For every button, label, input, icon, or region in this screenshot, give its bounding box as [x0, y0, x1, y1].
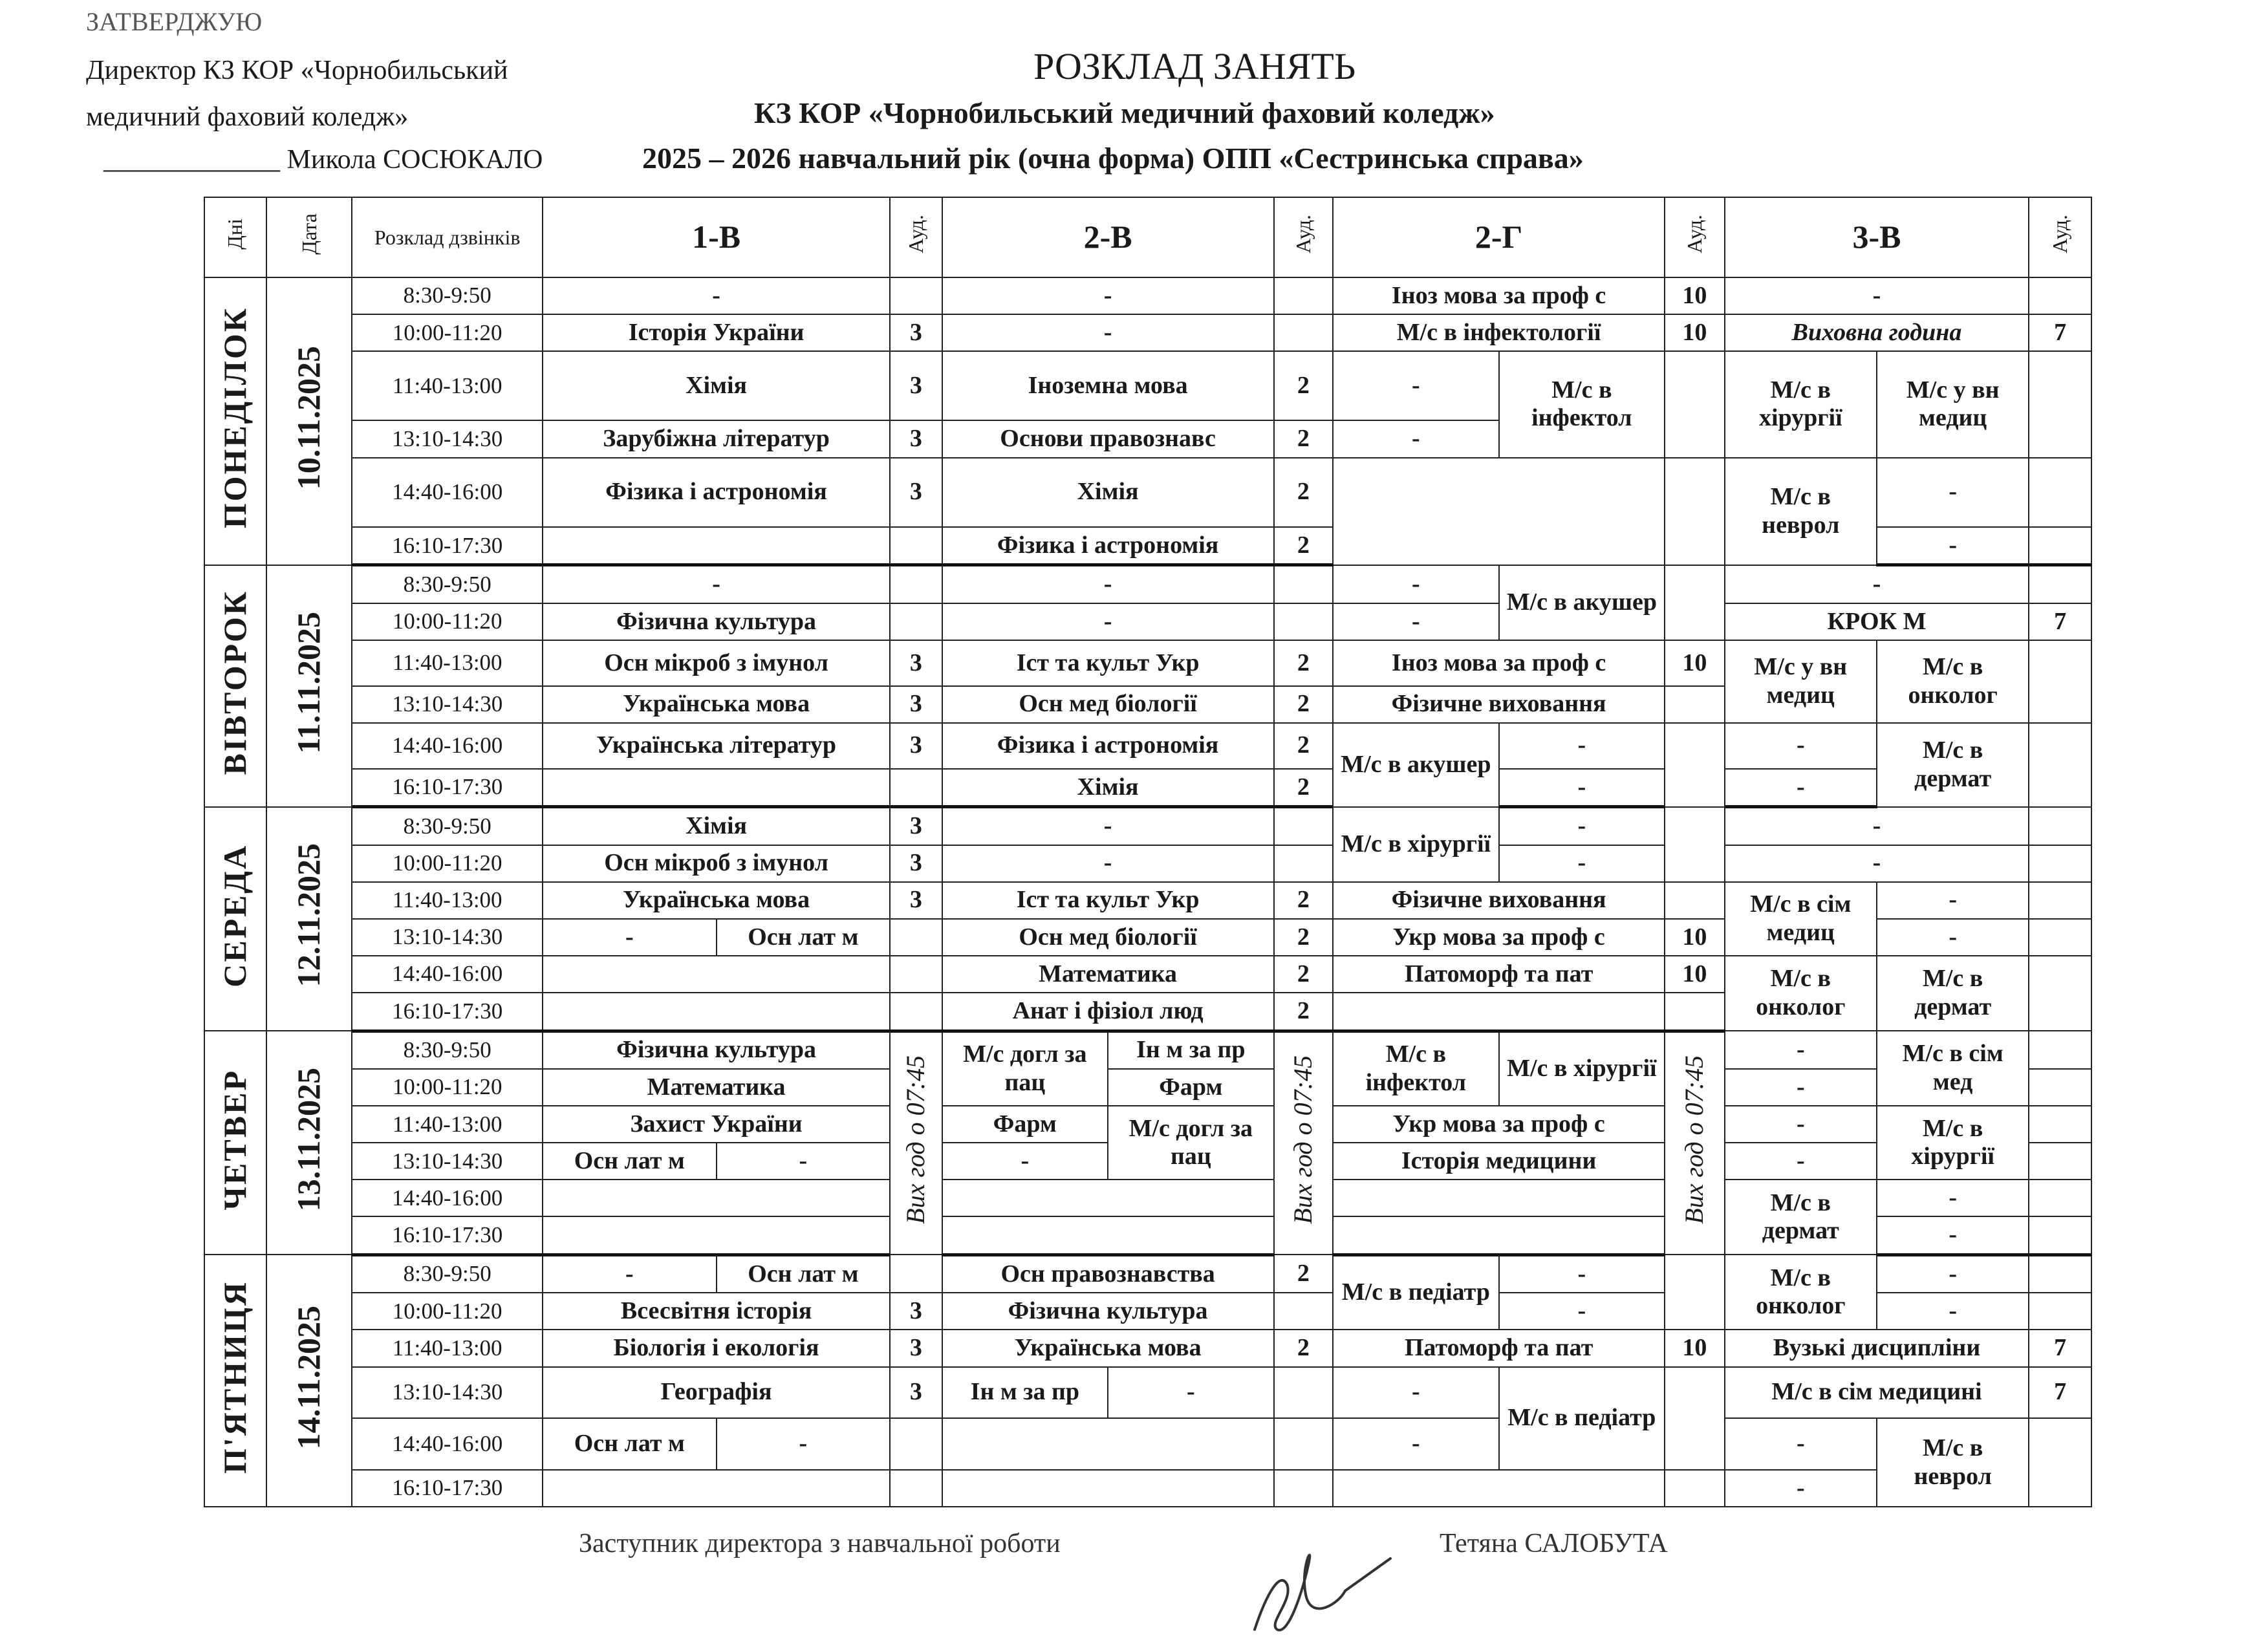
signature-mark	[1229, 1533, 1423, 1643]
time-slot: 16:10-17:30	[352, 769, 543, 807]
lesson-subgroup: -	[1877, 919, 2029, 956]
aud-cell	[1274, 1418, 1334, 1470]
lesson-subgroup: -	[1725, 1470, 1877, 1507]
lesson-cell: Вузькі дисципліни	[1725, 1330, 2029, 1366]
aud-cell: 3	[890, 845, 942, 882]
aud-cell	[1665, 1367, 1725, 1470]
lesson-subgroup: Ін м за пр	[1108, 1031, 1273, 1069]
lesson-subgroup: Осн лат м	[543, 1418, 717, 1470]
lesson-cell: Українська мова	[543, 882, 890, 919]
lesson-subgroup: -	[1333, 351, 1498, 420]
aud-cell	[1665, 351, 1725, 457]
header-aud-2g: Ауд.	[1665, 197, 1725, 277]
aud-cell: 2	[1274, 527, 1334, 565]
time-slot: 8:30-9:50	[352, 807, 543, 845]
aud-cell: 2	[1274, 458, 1334, 527]
header-bells: Розклад дзвінків	[352, 197, 543, 277]
lesson-subgroup: -	[1877, 882, 2029, 919]
time-slot: 16:10-17:30	[352, 993, 543, 1031]
aud-cell	[1274, 1367, 1334, 1419]
day-thursday: ЧЕТВЕР	[204, 1031, 266, 1255]
aud-cell	[890, 993, 942, 1031]
aud-cell: 2	[1274, 882, 1334, 919]
aud-cell	[1665, 807, 1725, 882]
lesson-cell	[942, 1470, 1274, 1507]
time-slot: 8:30-9:50	[352, 1255, 543, 1293]
lesson-cell: Осн мікроб з імунол	[543, 845, 890, 882]
time-slot: 14:40-16:00	[352, 458, 543, 527]
lesson-subgroup: М/с догл за пац	[942, 1031, 1108, 1106]
lesson-subgroup: М/с в дермат	[1877, 956, 2029, 1031]
time-slot: 16:10-17:30	[352, 1216, 543, 1255]
lesson-cell	[1333, 1180, 1665, 1216]
lesson-subgroup: -	[717, 1143, 891, 1180]
lesson-subgroup: -	[1725, 769, 1877, 807]
aud-cell: 2	[1274, 993, 1334, 1031]
lesson-subgroup: Осн лат м	[717, 919, 891, 956]
lesson-subgroup: М/с в неврол	[1725, 458, 1877, 565]
lesson-cell	[543, 527, 890, 565]
lesson-cell	[543, 769, 890, 807]
aud-cell	[890, 956, 942, 993]
aud-cell	[890, 527, 942, 565]
aud-cell	[1274, 277, 1334, 314]
lesson-cell: Історія медицини	[1333, 1143, 1665, 1180]
aud-cell: 3	[890, 1293, 942, 1330]
aud-cell	[2029, 723, 2091, 807]
lesson-cell: Зарубіжна літератур	[543, 420, 890, 457]
lesson-cell: Виховна година	[1725, 314, 2029, 351]
lesson-subgroup: М/с у вн медиц	[1877, 351, 2029, 457]
aud-cell	[1274, 1470, 1334, 1507]
aud-cell	[2029, 1216, 2091, 1255]
aud-cell	[1665, 882, 1725, 919]
aud-cell	[890, 565, 942, 603]
aud-cell	[2029, 565, 2091, 603]
lesson-subgroup: -	[1499, 807, 1665, 845]
lesson-cell: Осн мікроб з імунол	[543, 640, 890, 686]
director-signature-line: _____________ Микола СОСЮКАЛО	[103, 145, 543, 175]
time-slot: 11:40-13:00	[352, 1330, 543, 1366]
lesson-cell: Фізика і астрономія	[942, 723, 1274, 769]
aud-cell	[1665, 565, 1725, 640]
aud-cell: 10	[1665, 277, 1725, 314]
lesson-subgroup: М/с догл за пац	[1108, 1106, 1273, 1180]
time-slot: 14:40-16:00	[352, 1418, 543, 1470]
approval-line-2: медичний фаховий коледж»	[86, 102, 409, 132]
aud-cell: 3	[890, 314, 942, 351]
aud-cell	[1274, 565, 1334, 603]
lesson-subgroup: -	[1877, 1180, 2029, 1216]
lesson-cell	[543, 1470, 890, 1507]
lesson-cell: Фізика і астрономія	[543, 458, 890, 527]
aud-cell	[1665, 993, 1725, 1031]
aud-cell: 2	[1274, 686, 1334, 723]
lesson-subgroup: Фарм	[1108, 1069, 1273, 1106]
aud-cell: 10	[1665, 956, 1725, 993]
aud-cell: 7	[2029, 314, 2091, 351]
lesson-cell: Іст та культ Укр	[942, 882, 1274, 919]
lesson-subgroup: -	[942, 1143, 1108, 1180]
header-date: Дата	[266, 197, 352, 277]
header-aud-3v: Ауд.	[2029, 197, 2091, 277]
aud-cell	[1274, 845, 1334, 882]
lesson-cell	[1333, 993, 1665, 1031]
lesson-subgroup: -	[543, 1255, 717, 1293]
lesson-cell: М/с в інфектології	[1333, 314, 1665, 351]
aud-cell: 2	[1274, 1330, 1334, 1366]
lesson-cell: -	[942, 807, 1274, 845]
aud-cell	[1665, 723, 1725, 807]
group-2v-header: 2-В	[942, 197, 1274, 277]
time-slot: 13:10-14:30	[352, 1143, 543, 1180]
aud-cell	[890, 277, 942, 314]
lesson-subgroup: -	[543, 919, 717, 956]
aud-cell: 7	[2029, 603, 2091, 640]
time-slot: 13:10-14:30	[352, 1367, 543, 1419]
lesson-cell: Патоморф та пат	[1333, 956, 1665, 993]
time-slot: 10:00-11:20	[352, 314, 543, 351]
header-aud-2v: Ауд.	[1274, 197, 1334, 277]
lesson-cell: -	[942, 277, 1274, 314]
lesson-cell	[1333, 458, 1665, 565]
aud-cell	[1274, 1293, 1334, 1330]
header-days: Дні	[204, 197, 266, 277]
aud-cell	[2029, 1143, 2091, 1180]
aud-cell	[890, 919, 942, 956]
page-title: РОЗКЛАД ЗАНЯТЬ	[1033, 45, 1356, 87]
lesson-cell	[543, 993, 890, 1031]
aud-cell	[1665, 1470, 1725, 1507]
lesson-cell: Українська літератур	[543, 723, 890, 769]
aud-cell	[890, 1470, 942, 1507]
aud-cell: 3	[890, 640, 942, 686]
aud-cell: 10	[1665, 314, 1725, 351]
lesson-cell: Іноземна мова	[942, 351, 1274, 420]
lesson-cell	[543, 956, 890, 993]
lesson-subgroup: М/с в онколог	[1877, 640, 2029, 723]
time-slot: 10:00-11:20	[352, 1293, 543, 1330]
date-thursday: 13.11.2025	[266, 1031, 352, 1255]
lesson-subgroup: М/с в хірургії	[1725, 351, 1877, 457]
lesson-subgroup: М/с в дермат	[1877, 723, 2029, 807]
time-slot: 8:30-9:50	[352, 1031, 543, 1069]
time-slot: 13:10-14:30	[352, 686, 543, 723]
lesson-cell: Історія України	[543, 314, 890, 351]
lesson-subgroup: -	[1725, 1031, 1877, 1069]
lesson-subgroup: -	[1725, 1106, 1877, 1143]
aud-cell	[2029, 1031, 2091, 1069]
lesson-subgroup: М/с в педіатр	[1499, 1367, 1665, 1470]
lesson-cell: -	[543, 565, 890, 603]
lesson-cell: Осн мед біології	[942, 919, 1274, 956]
academic-year-subtitle: 2025 – 2026 навчальний рік (очна форма) ОПП «Сестринська справа»	[642, 142, 1584, 175]
lesson-subgroup: М/с в акушер	[1499, 565, 1665, 640]
aud-cell: 3	[890, 723, 942, 769]
approval-line-1: Директор КЗ КОР «Чорнобильський	[86, 56, 508, 85]
aud-cell: 3	[890, 807, 942, 845]
aud-cell	[1665, 1255, 1725, 1330]
lesson-subgroup: М/с в інфектол	[1499, 351, 1665, 457]
time-slot: 10:00-11:20	[352, 1069, 543, 1106]
lesson-cell: КРОК М	[1725, 603, 2029, 640]
lesson-cell: Фізична культура	[942, 1293, 1274, 1330]
aud-cell: 2	[1274, 956, 1334, 993]
lesson-subgroup: -	[1877, 1216, 2029, 1255]
lesson-subgroup: -	[1877, 1293, 2029, 1330]
lesson-cell: Іст та культ Укр	[942, 640, 1274, 686]
lesson-subgroup: -	[717, 1418, 891, 1470]
time-slot: 16:10-17:30	[352, 527, 543, 565]
aud-cell	[890, 1255, 942, 1293]
lesson-subgroup: -	[1499, 845, 1665, 882]
aud-cell	[1274, 807, 1334, 845]
lesson-cell: Основи правознавс	[942, 420, 1274, 457]
aud-cell	[2029, 956, 2091, 1031]
deputy-name: Тетяна САЛОБУТА	[1440, 1529, 1668, 1558]
lesson-subgroup: М/с в хірургії	[1499, 1031, 1665, 1106]
lesson-subgroup: -	[1499, 1293, 1665, 1330]
aud-cell	[2029, 1418, 2091, 1507]
lesson-subgroup: М/с в дермат	[1725, 1180, 1877, 1255]
aud-cell: 2	[1274, 769, 1334, 807]
aud-cell	[2029, 807, 2091, 845]
lesson-subgroup: -	[1725, 1418, 1877, 1470]
lesson-subgroup: -	[1725, 1069, 1877, 1106]
lesson-cell: -	[942, 565, 1274, 603]
aud-cell: 2	[1274, 351, 1334, 420]
aud-cell: 3	[890, 1367, 942, 1419]
lesson-cell: Хімія	[543, 351, 890, 420]
time-slot: 14:40-16:00	[352, 723, 543, 769]
lesson-subgroup: -	[1333, 565, 1498, 603]
aud-cell: 3	[890, 1330, 942, 1366]
lesson-subgroup: М/с в сім медиц	[1725, 882, 1877, 956]
group-1v-header: 1-В	[543, 197, 890, 277]
aud-cell: 2	[1274, 420, 1334, 457]
aud-cell	[2029, 1255, 2091, 1293]
thursday-note-1v: Вих год о 07:45	[890, 1031, 942, 1255]
time-slot: 11:40-13:00	[352, 882, 543, 919]
aud-cell	[2029, 1293, 2091, 1330]
time-slot: 8:30-9:50	[352, 277, 543, 314]
thursday-note-2g: Вих год о 07:45	[1665, 1031, 1725, 1255]
aud-cell	[2029, 845, 2091, 882]
lesson-cell: Фізична культура	[543, 603, 890, 640]
day-tuesday: ВІВТОРОК	[204, 565, 266, 807]
aud-cell: 3	[890, 420, 942, 457]
lesson-subgroup: Ін м за пр	[942, 1367, 1108, 1419]
lesson-cell: Укр мова за проф с	[1333, 919, 1665, 956]
time-slot: 13:10-14:30	[352, 919, 543, 956]
lesson-subgroup: М/с в інфектол	[1333, 1031, 1498, 1106]
lesson-cell: М/с в сім медицині	[1725, 1367, 2029, 1419]
aud-cell	[1665, 686, 1725, 723]
deputy-label: Заступник директора з навчальної роботи	[579, 1529, 1061, 1558]
approval-title: ЗАТВЕРДЖУЮ	[86, 7, 263, 36]
time-slot: 11:40-13:00	[352, 640, 543, 686]
lesson-subgroup: Осн лат м	[717, 1255, 891, 1293]
schedule-table	[204, 197, 2092, 1507]
aud-cell	[2029, 919, 2091, 956]
lesson-subgroup: М/с в онколог	[1725, 1255, 1877, 1330]
lesson-cell	[942, 1216, 1274, 1255]
time-slot: 8:30-9:50	[352, 565, 543, 603]
aud-cell: 3	[890, 351, 942, 420]
lesson-subgroup: М/с в сім мед	[1877, 1031, 2029, 1106]
lesson-cell	[1333, 1216, 1665, 1255]
aud-cell: 2	[1274, 1255, 1334, 1293]
lesson-cell: -	[942, 603, 1274, 640]
group-2g-header: 2-Г	[1333, 197, 1665, 277]
time-slot: 11:40-13:00	[352, 351, 543, 420]
header-aud-1v: Ауд.	[890, 197, 942, 277]
lesson-subgroup: М/с у вн медиц	[1725, 640, 1877, 723]
lesson-cell: Хімія	[942, 769, 1274, 807]
aud-cell: 3	[890, 686, 942, 723]
lesson-cell: Осн мед біології	[942, 686, 1274, 723]
lesson-subgroup: Осн лат м	[543, 1143, 717, 1180]
day-monday: ПОНЕДІЛОК	[204, 277, 266, 565]
lesson-subgroup: М/с в неврол	[1877, 1418, 2029, 1507]
lesson-subgroup: М/с в хірургії	[1333, 807, 1498, 882]
aud-cell: 3	[890, 882, 942, 919]
aud-cell	[890, 769, 942, 807]
aud-cell: 10	[1665, 919, 1725, 956]
lesson-cell: -	[942, 314, 1274, 351]
time-slot: 16:10-17:30	[352, 1470, 543, 1507]
lesson-cell: Хімія	[942, 458, 1274, 527]
lesson-subgroup: -	[1877, 527, 2029, 565]
lesson-subgroup: М/с в педіатр	[1333, 1255, 1498, 1330]
aud-cell	[890, 603, 942, 640]
aud-cell	[2029, 640, 2091, 723]
group-3v-header: 3-В	[1725, 197, 2029, 277]
lesson-subgroup: -	[1725, 723, 1877, 769]
lesson-cell: Всесвітня історія	[543, 1293, 890, 1330]
aud-cell	[2029, 1069, 2091, 1106]
lesson-cell: Фізичне виховання	[1333, 686, 1665, 723]
aud-cell: 10	[1665, 1330, 1725, 1366]
thursday-note-2v: Вих год о 07:45	[1274, 1031, 1334, 1255]
aud-cell	[2029, 882, 2091, 919]
lesson-cell: Анат і фізіол люд	[942, 993, 1274, 1031]
lesson-cell	[942, 1180, 1274, 1216]
aud-cell	[2029, 1180, 2091, 1216]
lesson-subgroup: М/с в акушер	[1333, 723, 1498, 807]
lesson-subgroup: М/с в хірургії	[1877, 1106, 2029, 1180]
lesson-cell: Фізика і астрономія	[942, 527, 1274, 565]
lesson-subgroup: -	[1725, 1143, 1877, 1180]
lesson-subgroup: -	[1333, 420, 1498, 457]
lesson-subgroup: -	[1877, 1255, 2029, 1293]
aud-cell: 2	[1274, 723, 1334, 769]
lesson-subgroup: М/с в онколог	[1725, 956, 1877, 1031]
lesson-cell	[942, 1418, 1274, 1470]
lesson-subgroup: -	[1499, 1255, 1665, 1293]
lesson-cell: Іноз мова за проф с	[1333, 277, 1665, 314]
lesson-subgroup: Фарм	[942, 1106, 1108, 1143]
lesson-subgroup: -	[1877, 458, 2029, 527]
lesson-cell: Укр мова за проф с	[1333, 1106, 1665, 1143]
lesson-subgroup: -	[1333, 1418, 1498, 1470]
aud-cell	[2029, 351, 2091, 457]
lesson-cell: Патоморф та пат	[1333, 1330, 1665, 1366]
lesson-cell: Біологія і екологія	[543, 1330, 890, 1366]
aud-cell: 10	[1665, 640, 1725, 686]
aud-cell	[2029, 1106, 2091, 1143]
lesson-subgroup: -	[1108, 1367, 1273, 1419]
aud-cell: 2	[1274, 919, 1334, 956]
aud-cell: 7	[2029, 1330, 2091, 1366]
lesson-subgroup: -	[1499, 723, 1665, 769]
lesson-cell: Математика	[942, 956, 1274, 993]
date-tuesday: 11.11.2025	[266, 565, 352, 807]
lesson-cell: Захист України	[543, 1106, 890, 1143]
aud-cell: 7	[2029, 1367, 2091, 1419]
lesson-cell: Осн правознавства	[942, 1255, 1274, 1293]
time-slot: 14:40-16:00	[352, 956, 543, 993]
lesson-cell	[543, 1216, 890, 1255]
time-slot: 14:40-16:00	[352, 1180, 543, 1216]
time-slot: 13:10-14:30	[352, 420, 543, 457]
lesson-cell: -	[1725, 807, 2029, 845]
lesson-cell: -	[942, 845, 1274, 882]
date-wednesday: 12.11.2025	[266, 807, 352, 1031]
lesson-cell: Математика	[543, 1069, 890, 1106]
time-slot: 10:00-11:20	[352, 845, 543, 882]
lesson-subgroup: -	[1333, 603, 1498, 640]
lesson-cell: -	[543, 277, 890, 314]
lesson-cell: Фізичне виховання	[1333, 882, 1665, 919]
lesson-cell: Географія	[543, 1367, 890, 1419]
time-slot: 11:40-13:00	[352, 1106, 543, 1143]
aud-cell	[2029, 458, 2091, 527]
date-friday: 14.11.2025	[266, 1255, 352, 1507]
lesson-cell: -	[1725, 845, 2029, 882]
date-monday: 10.11.2025	[266, 277, 352, 565]
aud-cell: 2	[1274, 640, 1334, 686]
time-slot: 10:00-11:20	[352, 603, 543, 640]
lesson-cell: -	[1725, 565, 2029, 603]
lesson-cell: Фізична культура	[543, 1031, 890, 1069]
aud-cell	[1665, 458, 1725, 565]
lesson-subgroup: -	[1499, 769, 1665, 807]
lesson-cell: Хімія	[543, 807, 890, 845]
lesson-cell: Українська мова	[942, 1330, 1274, 1366]
lesson-subgroup: -	[1333, 1367, 1498, 1419]
aud-cell	[1274, 314, 1334, 351]
institution-name: КЗ КОР «Чорнобильський медичний фаховий коледж»	[754, 96, 1495, 129]
lesson-cell	[1333, 1470, 1665, 1507]
lesson-cell: Українська мова	[543, 686, 890, 723]
lesson-cell: -	[1725, 277, 2029, 314]
aud-cell: 3	[890, 458, 942, 527]
lesson-cell	[543, 1180, 890, 1216]
day-friday: П'ЯТНИЦЯ	[204, 1255, 266, 1507]
aud-cell	[1274, 603, 1334, 640]
day-wednesday: СЕРЕДА	[204, 807, 266, 1031]
aud-cell	[890, 1418, 942, 1470]
aud-cell	[2029, 277, 2091, 314]
lesson-cell: Іноз мова за проф с	[1333, 640, 1665, 686]
aud-cell	[2029, 527, 2091, 565]
